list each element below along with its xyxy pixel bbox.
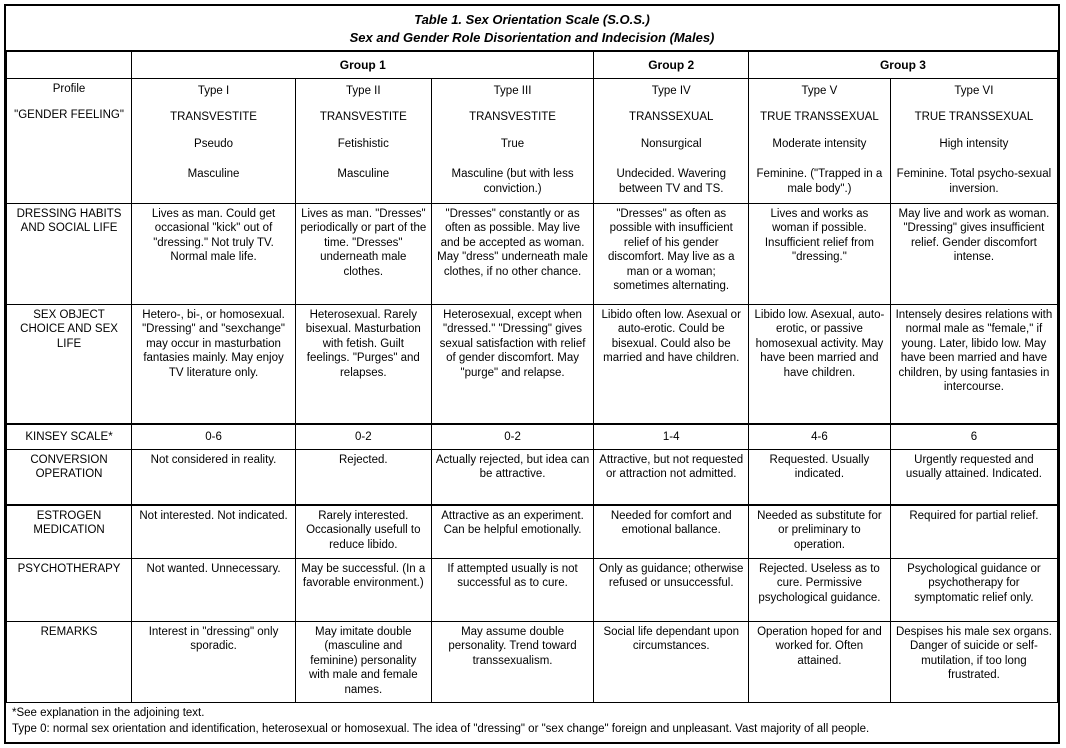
table-cell: Not wanted. Unnecessary. xyxy=(132,559,296,622)
type-label: Type V xyxy=(801,85,838,98)
table-cell: Intensely desires relations with normal male as "female," if young. Later, libido low. May have been married and have children, by using fantasies in intercourse. xyxy=(890,305,1057,425)
profile-subtype: Moderate intensity xyxy=(772,137,867,150)
table-row-conversion-operation xyxy=(7,450,1058,506)
profile-subtype: Fetishistic xyxy=(337,137,389,150)
table-title-line1: Table 1. Sex Orientation Scale (S.O.S.) xyxy=(414,12,650,27)
row-label-kinsey-scale: KINSEY SCALE* xyxy=(7,424,132,450)
group-3-header: Group 3 xyxy=(748,52,1057,79)
profile-category: TRANSSEXUAL xyxy=(629,111,714,124)
sos-table xyxy=(6,51,1058,703)
table-cell: Despises his male sex organs. Danger of suicide or self-mutilation, if too long frustrated. xyxy=(890,622,1057,703)
row-label-profile xyxy=(7,79,132,204)
table-row-dressing-habits xyxy=(7,204,1058,305)
profile-feeling: Undecided. Wavering between TV and TS. xyxy=(616,168,726,195)
table-cell: Libido low. Asexual, auto-erotic, or passive homosexual activity. May have been married and have children. xyxy=(748,305,890,425)
profile-cell-type4 xyxy=(594,79,748,204)
type-label: Type VI xyxy=(954,85,994,98)
table-cell: 0-6 xyxy=(132,424,296,450)
row-label-psychotherapy: PSYCHOTHERAPY xyxy=(7,559,132,622)
table-cell: Rarely interested. Occasionally usefull to reduce libido. xyxy=(296,505,432,559)
profile-feeling: Feminine. ("Trapped in a male body".) xyxy=(756,168,883,195)
table-cell: 6 xyxy=(890,424,1057,450)
profile-subtype: True xyxy=(500,137,525,150)
type-label: Type I xyxy=(197,85,230,98)
document-page xyxy=(4,4,1060,744)
table-cell: Needed for comfort and emotional ballance. xyxy=(594,505,748,559)
table-row-remarks xyxy=(7,622,1058,703)
table-cell: Heterosexual. Rarely bisexual. Masturbation with fetish. Guilt feelings. "Purges" and relapses. xyxy=(296,305,432,425)
table-cell: Operation hoped for and worked for. Often attained. xyxy=(748,622,890,703)
profile-feeling: Feminine. Total psycho-sexual inversion. xyxy=(896,168,1052,195)
table-cell: Interest in "dressing" only sporadic. xyxy=(132,622,296,703)
footnote-asterisk: *See explanation in the adjoining text. xyxy=(12,707,205,720)
row-label-estrogen-medication: ESTROGEN MEDICATION xyxy=(7,505,132,559)
table-cell: Required for partial relief. xyxy=(890,505,1057,559)
table-cell: Lives as man. Could get occasional "kick" out of "dressing." Not truly TV. Normal male life. xyxy=(132,204,296,305)
table-cell: May imitate double (masculine and feminine) personality with male and female names. xyxy=(296,622,432,703)
profile-row xyxy=(7,79,1058,204)
table-cell: Heterosexual, except when "dressed." "Dressing" gives sexual satisfaction with relief of gender discomfort. May "purge" and relapse. xyxy=(431,305,594,425)
group-2-header: Group 2 xyxy=(594,52,748,79)
profile-category: TRUE TRANSSEXUAL xyxy=(914,111,1034,124)
table-cell: Not considered in reality. xyxy=(132,450,296,506)
row-label-remarks: REMARKS xyxy=(7,622,132,703)
table-cell: If attempted usually is not successful as to cure. xyxy=(431,559,594,622)
table-cell: Lives and works as woman if possible. Insufficient relief from "dressing." xyxy=(748,204,890,305)
profile-subtype: Nonsurgical xyxy=(640,137,702,150)
footnotes xyxy=(6,703,1058,742)
profile-category: TRUE TRANSSEXUAL xyxy=(760,111,879,124)
profile-feeling: Masculine xyxy=(187,168,240,181)
group-header-spacer xyxy=(7,52,132,79)
table-cell: Requested. Usually indicated. xyxy=(748,450,890,506)
profile-cell-type6 xyxy=(890,79,1057,204)
table-cell: May be successful. (In a favorable environment.) xyxy=(296,559,432,622)
row-label-dressing-habits: DRESSING HABITS AND SOCIAL LIFE xyxy=(7,204,132,305)
table-cell: Libido often low. Asexual or auto-erotic. Could be bisexual. Could also be married and have children. xyxy=(594,305,748,425)
profile-subtype: High intensity xyxy=(939,137,1009,150)
profile-cell-type3 xyxy=(431,79,594,204)
profile-category: TRANSVESTITE xyxy=(319,111,407,124)
type-label: Type II xyxy=(346,85,381,98)
profile-label-line1: Profile xyxy=(52,83,86,96)
profile-subtype: Pseudo xyxy=(194,137,234,150)
table-row-estrogen-medication xyxy=(7,505,1058,559)
table-cell: Urgently requested and usually attained. Indicated. xyxy=(890,450,1057,506)
table-row-psychotherapy xyxy=(7,559,1058,622)
table-cell: Needed as substitute for or preliminary to operation. xyxy=(748,505,890,559)
table-row-sex-object xyxy=(7,305,1058,425)
row-label-sex-object: SEX OBJECT CHOICE AND SEX LIFE xyxy=(7,305,132,425)
table-cell: Social life dependant upon circumstances. xyxy=(594,622,748,703)
row-label-conversion-operation: CONVERSION OPERATION xyxy=(7,450,132,506)
group-1-header: Group 1 xyxy=(132,52,594,79)
profile-label-line2: "GENDER FEELING" xyxy=(14,109,124,122)
table-cell: 4-6 xyxy=(748,424,890,450)
table-row-kinsey-scale xyxy=(7,424,1058,450)
table-cell: Actually rejected, but idea can be attractive. xyxy=(431,450,594,506)
table-cell: "Dresses" constantly or as often as possible. May live and be accepted as woman. May "dress" underneath male clothes, if no other chance. xyxy=(431,204,594,305)
table-cell: Hetero-, bi-, or homosexual. "Dressing" and "sexchange" may occur in masturbation fantasies mainly. May enjoy TV literature only. xyxy=(132,305,296,425)
profile-cell-type5 xyxy=(748,79,890,204)
table-cell: 0-2 xyxy=(431,424,594,450)
table-cell: Attractive, but not requested or attraction not admitted. xyxy=(594,450,748,506)
table-cell: May assume double personality. Trend toward transsexualism. xyxy=(431,622,594,703)
table-cell: Not interested. Not indicated. xyxy=(132,505,296,559)
table-cell: Lives as man. "Dresses" periodically or part of the time. "Dresses" underneath male clothes. xyxy=(296,204,432,305)
profile-category: TRANSVESTITE xyxy=(170,111,257,124)
footnote-type-0: Type 0: normal sex orientation and identification, heterosexual or homosexual. The idea of "dressing" or "sex change" foreign and unpleasant. Vast majority of all people. xyxy=(12,722,870,735)
table-cell: 0-2 xyxy=(296,424,432,450)
type-label: Type III xyxy=(493,85,532,98)
table-cell: 1-4 xyxy=(594,424,748,450)
type-label: Type IV xyxy=(651,85,691,98)
profile-feeling: Masculine xyxy=(337,168,390,181)
table-cell: Psychological guidance or psychotherapy for symptomatic relief only. xyxy=(890,559,1057,622)
table-cell: Only as guidance; otherwise refused or unsuccessful. xyxy=(594,559,748,622)
table-title xyxy=(6,6,1058,51)
table-cell: May live and work as woman. "Dressing" gives insufficient relief. Gender discomfort intense. xyxy=(890,204,1057,305)
profile-feeling: Masculine (but with less conviction.) xyxy=(451,168,574,195)
group-header-row xyxy=(7,52,1058,79)
table-cell: Rejected. Useless as to cure. Permissive psychological guidance. xyxy=(748,559,890,622)
table-cell: "Dresses" as often as possible with insufficient relief of his gender discomfort. May live as a man or a woman; sometimes alternating. xyxy=(594,204,748,305)
table-cell: Attractive as an experiment. Can be helpful emotionally. xyxy=(431,505,594,559)
table-title-line2: Sex and Gender Role Disorientation and Indecision (Males) xyxy=(349,29,715,45)
profile-cell-type1 xyxy=(132,79,296,204)
profile-category: TRANSVESTITE xyxy=(469,111,556,124)
table-cell: Rejected. xyxy=(296,450,432,506)
profile-cell-type2 xyxy=(296,79,432,204)
